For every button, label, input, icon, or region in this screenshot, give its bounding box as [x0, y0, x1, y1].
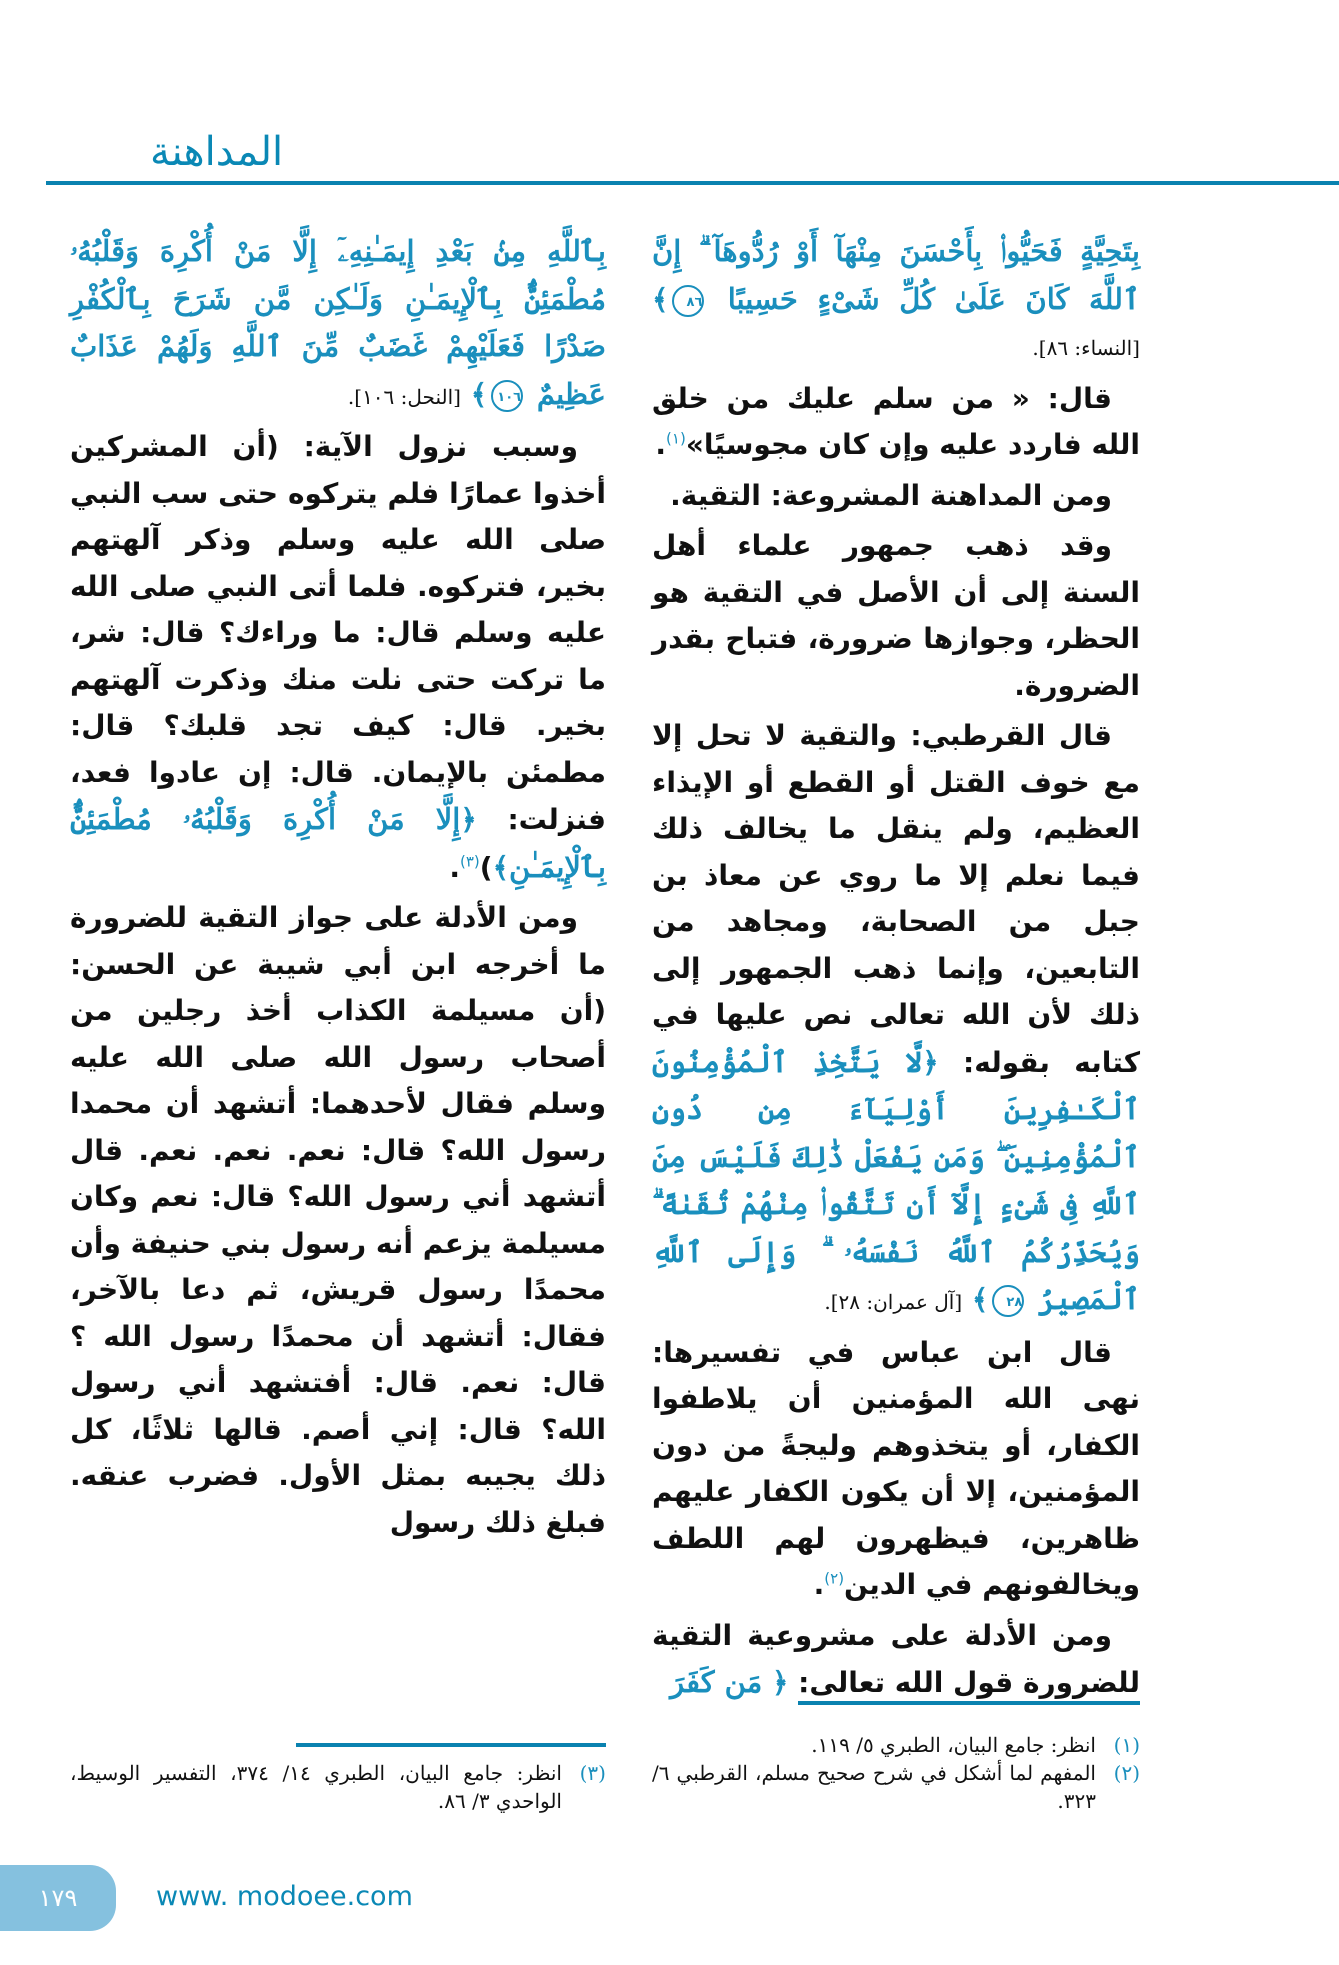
punctuation: )	[479, 850, 493, 884]
quran-close-ornament-icon: ﴾	[971, 1283, 989, 1316]
website-link[interactable]: www. modoee.com	[156, 1880, 413, 1912]
footnote-text: المفهم لما أشكل في شرح صحيح مسلم، القرطبي ٦/ ٣٢٣.	[652, 1760, 1096, 1813]
footnote-divider	[296, 1743, 606, 1747]
footnote-ref[interactable]: (١)	[666, 429, 686, 448]
quran-open-ornament-icon: ﴿	[772, 1666, 789, 1699]
right-column	[652, 228, 1140, 1815]
verse-reference: [النساء: ٨٦].	[1032, 336, 1140, 360]
page-footer	[0, 1845, 1339, 1965]
footnote-item	[652, 1759, 1140, 1815]
footnote-ref[interactable]: (٣)	[460, 852, 480, 871]
verse-reference: [النحل: ١٠٦].	[347, 384, 461, 409]
column-spacer	[652, 1711, 1140, 1731]
underlined-text: للضرورة قول الله تعالى:	[798, 1666, 1140, 1705]
quran-text: إِلَّا مَنْ أُكْرِهَ وَقَلْبُهُۥ مُطْمَئِنٌّۢ بِٱلْإِيمَـٰنِ	[70, 802, 606, 884]
quran-text: بِٱللَّهِ مِنۢ بَعْدِ إِيمَـٰنِهِۦٓ إِلَّا مَنْ أُكْرِهَ وَقَلْبُهُۥ مُطْمَئِنٌّۢ بِٱلْإِيمَـٰنِ وَلَـٰكِن مَّن شَرَحَ بِٱلْكُفْرِ صَدْرًا فَعَلَيْهِمْ غَضَبٌ مِّنَ ٱللَّهِ وَلَهُمْ عَذَابٌ عَظِيمٌ	[70, 234, 606, 411]
punctuation: .	[655, 428, 667, 461]
footnote-number: (٢)	[1113, 1760, 1140, 1785]
aya-number-marker: ١٠٦	[491, 380, 523, 412]
footnotes-right	[652, 1731, 1140, 1815]
punctuation: .	[813, 1568, 825, 1601]
quran-text: بِتَحِيَّةٍ فَحَيُّوا۟ بِأَحْسَنَ مِنْهَآ أَوْ رُدُّوهَآ ۗ إِنَّ ٱللَّهَ كَانَ عَلَىٰ كُلِّ شَىْءٍ حَسِيبًا	[652, 234, 1141, 316]
quran-text: مَن كَفَرَ	[670, 1665, 763, 1699]
footnote-text: انظر: جامع البيان، الطبري ٥/ ١١٩.	[811, 1732, 1096, 1757]
aya-number-marker: ٨٦	[672, 285, 704, 317]
quran-close-ornament-icon: ﴾	[652, 282, 669, 316]
quran-open-ornament-icon: ﴿	[460, 803, 477, 836]
verse-reference: [آل عمران: ٢٨].	[824, 1290, 963, 1314]
footnote-item	[652, 1731, 1140, 1759]
paragraph-text: وسبب نزول الآية: (أن المشركين أخذوا عمارًا فلم يتركوه حتى سب النبي صلى الله عليه وسلم وذكر آلهتهم بخير، فتركوه. فلما أتى النبي صلى الله عليه وسلم قال: ما وراءك؟ قال: شر، ما تركت حتى نلت منك وذكرت آلهتهم بخير. قال: كيف تجد قلبك؟ قال: مطمئن بالإيمان. قال: إن عادوا فعد، فنزلت:	[70, 430, 607, 836]
paragraph-text: قال ابن عباس في تفسيرها: نهى الله المؤمنين أن يلاطفوا الكفار، أو يتخذوهم وليجةً من دون المؤمنين، إلا أن يكون الكفار عليهم ظاهرين، فيظهرون لهم اللطف ويخالفونهم في الدين	[652, 1335, 1140, 1601]
two-column-body	[0, 200, 1339, 1815]
quran-open-ornament-icon: ﴿	[922, 1045, 939, 1079]
paragraph: ومن الأدلة على جواز التقية للضرورة ما أخرجه ابن أبي شيبة عن الحسن: (أن مسيلمة الكذاب أخذ رجلين من أصحاب رسول الله صلى الله عليه وسلم فقال لأحدهما: أتشهد أن محمدا رسول الله؟ قال: نعم. نعم. نعم. قال أتشهد أني رسول الله؟ قال: نعم وكان مسيلمة يزعم أنه رسول بني حنيفة وأن محمدًا رسول قريش، ثم دعا بالآخر، فقال: أتشهد أن محمدًا رسول الله ؟ قال: نعم. قال: أفتشهد أني رسول الله؟ قال: إني أصم. قالها ثلاثًا، كل ذلك يجيبه بمثل الأول. فضرب عنقه. فبلغ ذلك رسول	[70, 901, 606, 1539]
footnote-number: (٣)	[579, 1760, 606, 1785]
header-divider	[46, 181, 1339, 185]
footnote-number: (١)	[1113, 1732, 1140, 1757]
paragraph: ومن المداهنة المشروعة: التقية.	[670, 478, 1112, 512]
paragraph: وقد ذهب جمهور علماء أهل السنة إلى أن الأصل في التقية هو الحظر، وجوازها ضرورة، فتباح بقدر الضرورة.	[652, 529, 1140, 702]
quran-verse-nahl	[70, 228, 606, 420]
paragraph-text: قال القرطبي: والتقية لا تحل إلا مع خوف القتل أو القطع أو الإيذاء العظيم، ولم ينقل ما يخالف ذلك فيما نعلم إلا ما روي عن معاذ بن جبل من الصحابة، ومجاهد من التابعين، وإنما ذهب الجمهور إلى ذلك لأن الله تعالى نص عليها في كتابه بقوله:	[652, 719, 1141, 1079]
paragraph	[652, 713, 1140, 1326]
aya-number-marker: ٢٨	[992, 1285, 1024, 1317]
page-number: ١٧٩	[0, 1865, 116, 1931]
quran-verse-nisa	[652, 228, 1140, 372]
quran-close-ornament-icon: ﴾	[470, 377, 488, 411]
quran-text: لَّا يَتَّخِذِ ٱلْمُؤْمِنُونَ ٱلْكَـٰفِرِينَ أَوْلِيَآءَ مِن دُونِ ٱلْمُؤْمِنِينَ ۖ وَمَن يَفْعَلْ ذَٰلِكَ فَلَيْسَ مِنَ ٱللَّهِ فِى شَىْءٍ إِلَّآ أَن تَتَّقُوا۟ مِنْهُمْ تُقَىٰةً ۗ وَيُحَذِّرُكُمُ ٱللَّهُ نَفْسَهُۥ ۗ وَإِلَى ٱللَّهِ ٱلْمَصِيرُ	[652, 1044, 1140, 1316]
page-header	[0, 0, 1339, 200]
paragraph	[652, 1613, 1140, 1707]
paragraph	[652, 1330, 1140, 1609]
footnote-ref[interactable]: (٢)	[824, 1569, 845, 1588]
paragraph	[70, 424, 606, 891]
column-spacer	[70, 1550, 606, 1743]
paragraph	[652, 376, 1140, 469]
footnotes-left	[70, 1759, 606, 1815]
paragraph-text: ومن الأدلة على مشروعية التقية	[652, 1618, 1112, 1652]
paragraph-text: قال: « من سلم عليك من خلق الله فاردد عليه وإن كان مجوسيًا»	[652, 381, 1140, 461]
left-column-body	[70, 228, 606, 1550]
footnote-text: انظر: جامع البيان، الطبري ١٤/ ٣٧٤، التفسير الوسيط، الواحدي ٣/ ٨٦.	[70, 1760, 562, 1813]
left-column	[70, 228, 606, 1815]
quran-close-ornament-icon: ﴾	[492, 850, 509, 884]
footnote-item	[70, 1759, 606, 1815]
punctuation: .	[449, 850, 460, 884]
chapter-title: المداهنة	[150, 129, 284, 175]
right-column-body	[652, 228, 1140, 1711]
